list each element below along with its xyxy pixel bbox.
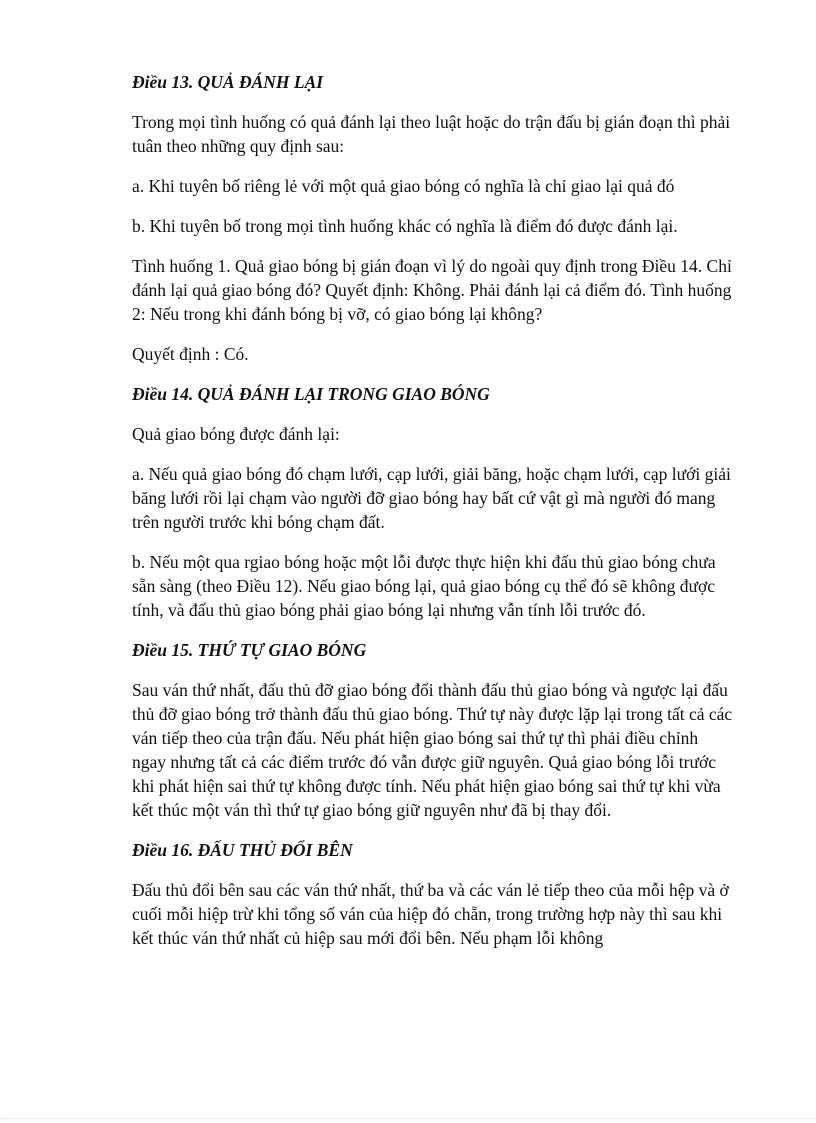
section-dieu-15 xyxy=(132,638,736,822)
section-dieu-13 xyxy=(132,70,736,366)
paragraph: b. Khi tuyên bố trong mọi tình huống khác có nghĩa là điểm đó được đánh lại. xyxy=(132,216,678,236)
paragraph: a. Khi tuyên bố riêng lẻ với một quả giao bóng có nghĩa là chỉ giao lại quả đó xyxy=(132,176,675,196)
paragraph: Trong mọi tình huống có quả đánh lại theo luật hoặc do trận đấu bị gián đoạn thì phải tuân theo những quy định sau: xyxy=(132,112,731,156)
paragraph: Đấu thủ đổi bên sau các ván thứ nhất, thứ ba và các ván lẻ tiếp theo của mỗi hệp và ở cuối mỗi hiệp trừ khi tổng số ván của hiệp đó chẵn, trong trường hợp này thì sau khi kết thúc ván thứ nhất củ hiệp sau mới đổi bên. Nếu phạm lỗi không xyxy=(132,880,729,948)
page-bottom-divider xyxy=(0,1118,816,1119)
section-heading: Điều 16. ĐẤU THỦ ĐỔI BÊN xyxy=(132,840,353,860)
paragraph: Quả giao bóng được đánh lại: xyxy=(132,424,340,444)
section-heading: Điều 13. QUẢ ĐÁNH LẠI xyxy=(132,72,324,92)
paragraph: Quyết định : Có. xyxy=(132,344,249,364)
section-heading: Điều 15. THỨ TỰ GIAO BÓNG xyxy=(132,640,367,660)
section-dieu-14 xyxy=(132,382,736,622)
paragraph: Sau ván thứ nhất, đấu thủ đỡ giao bóng đổi thành đấu thủ giao bóng và ngược lại đấu thủ đỡ giao bóng trở thành đấu thủ giao bóng. Thứ tự này được lặp lại trong tất cả các ván tiếp theo của trận đấu. Nếu phát hiện giao bóng sai thứ tự thì phải điều chỉnh ngay nhưng tất cả các điểm trước đó vẫn được giữ nguyên. Quả giao bóng lỗi trước khi phát hiện sai thứ tự không được tính. Nếu phát hiện giao bóng sai thứ tự khi vừa kết thúc một ván thì thứ tự giao bóng giữ nguyên như đã bị thay đổi. xyxy=(132,680,733,820)
section-dieu-16 xyxy=(132,838,736,950)
paragraph: a. Nếu quả giao bóng đó chạm lưới, cạp lưới, giải băng, hoặc chạm lưới, cạp lưới giải băng lưới rồi lại chạm vào người đỡ giao bóng hay bất cứ vật gì mà người đó mang trên người trước khi bóng chạm đất. xyxy=(132,464,731,532)
paragraph: b. Nếu một qua rgiao bóng hoặc một lỗi được thực hiện khi đấu thủ giao bóng chưa sẵn sàng (theo Điều 12). Nếu giao bóng lại, quả giao bóng cụ thể đó sẽ không được tính, và đấu thủ giao bóng phải giao bóng lại nhưng vẫn tính lỗi trước đó. xyxy=(132,552,716,620)
paragraph: Tình huống 1. Quả giao bóng bị gián đoạn vì lý do ngoài quy định trong Điều 14. Chỉ đánh lại quả giao bóng đó? Quyết định: Không. Phải đánh lại cả điểm đó. Tình huống 2: Nếu trong khi đánh bóng bị vỡ, có giao bóng lại không? xyxy=(132,256,732,324)
section-heading: Điều 14. QUẢ ĐÁNH LẠI TRONG GIAO BÓNG xyxy=(132,384,490,404)
